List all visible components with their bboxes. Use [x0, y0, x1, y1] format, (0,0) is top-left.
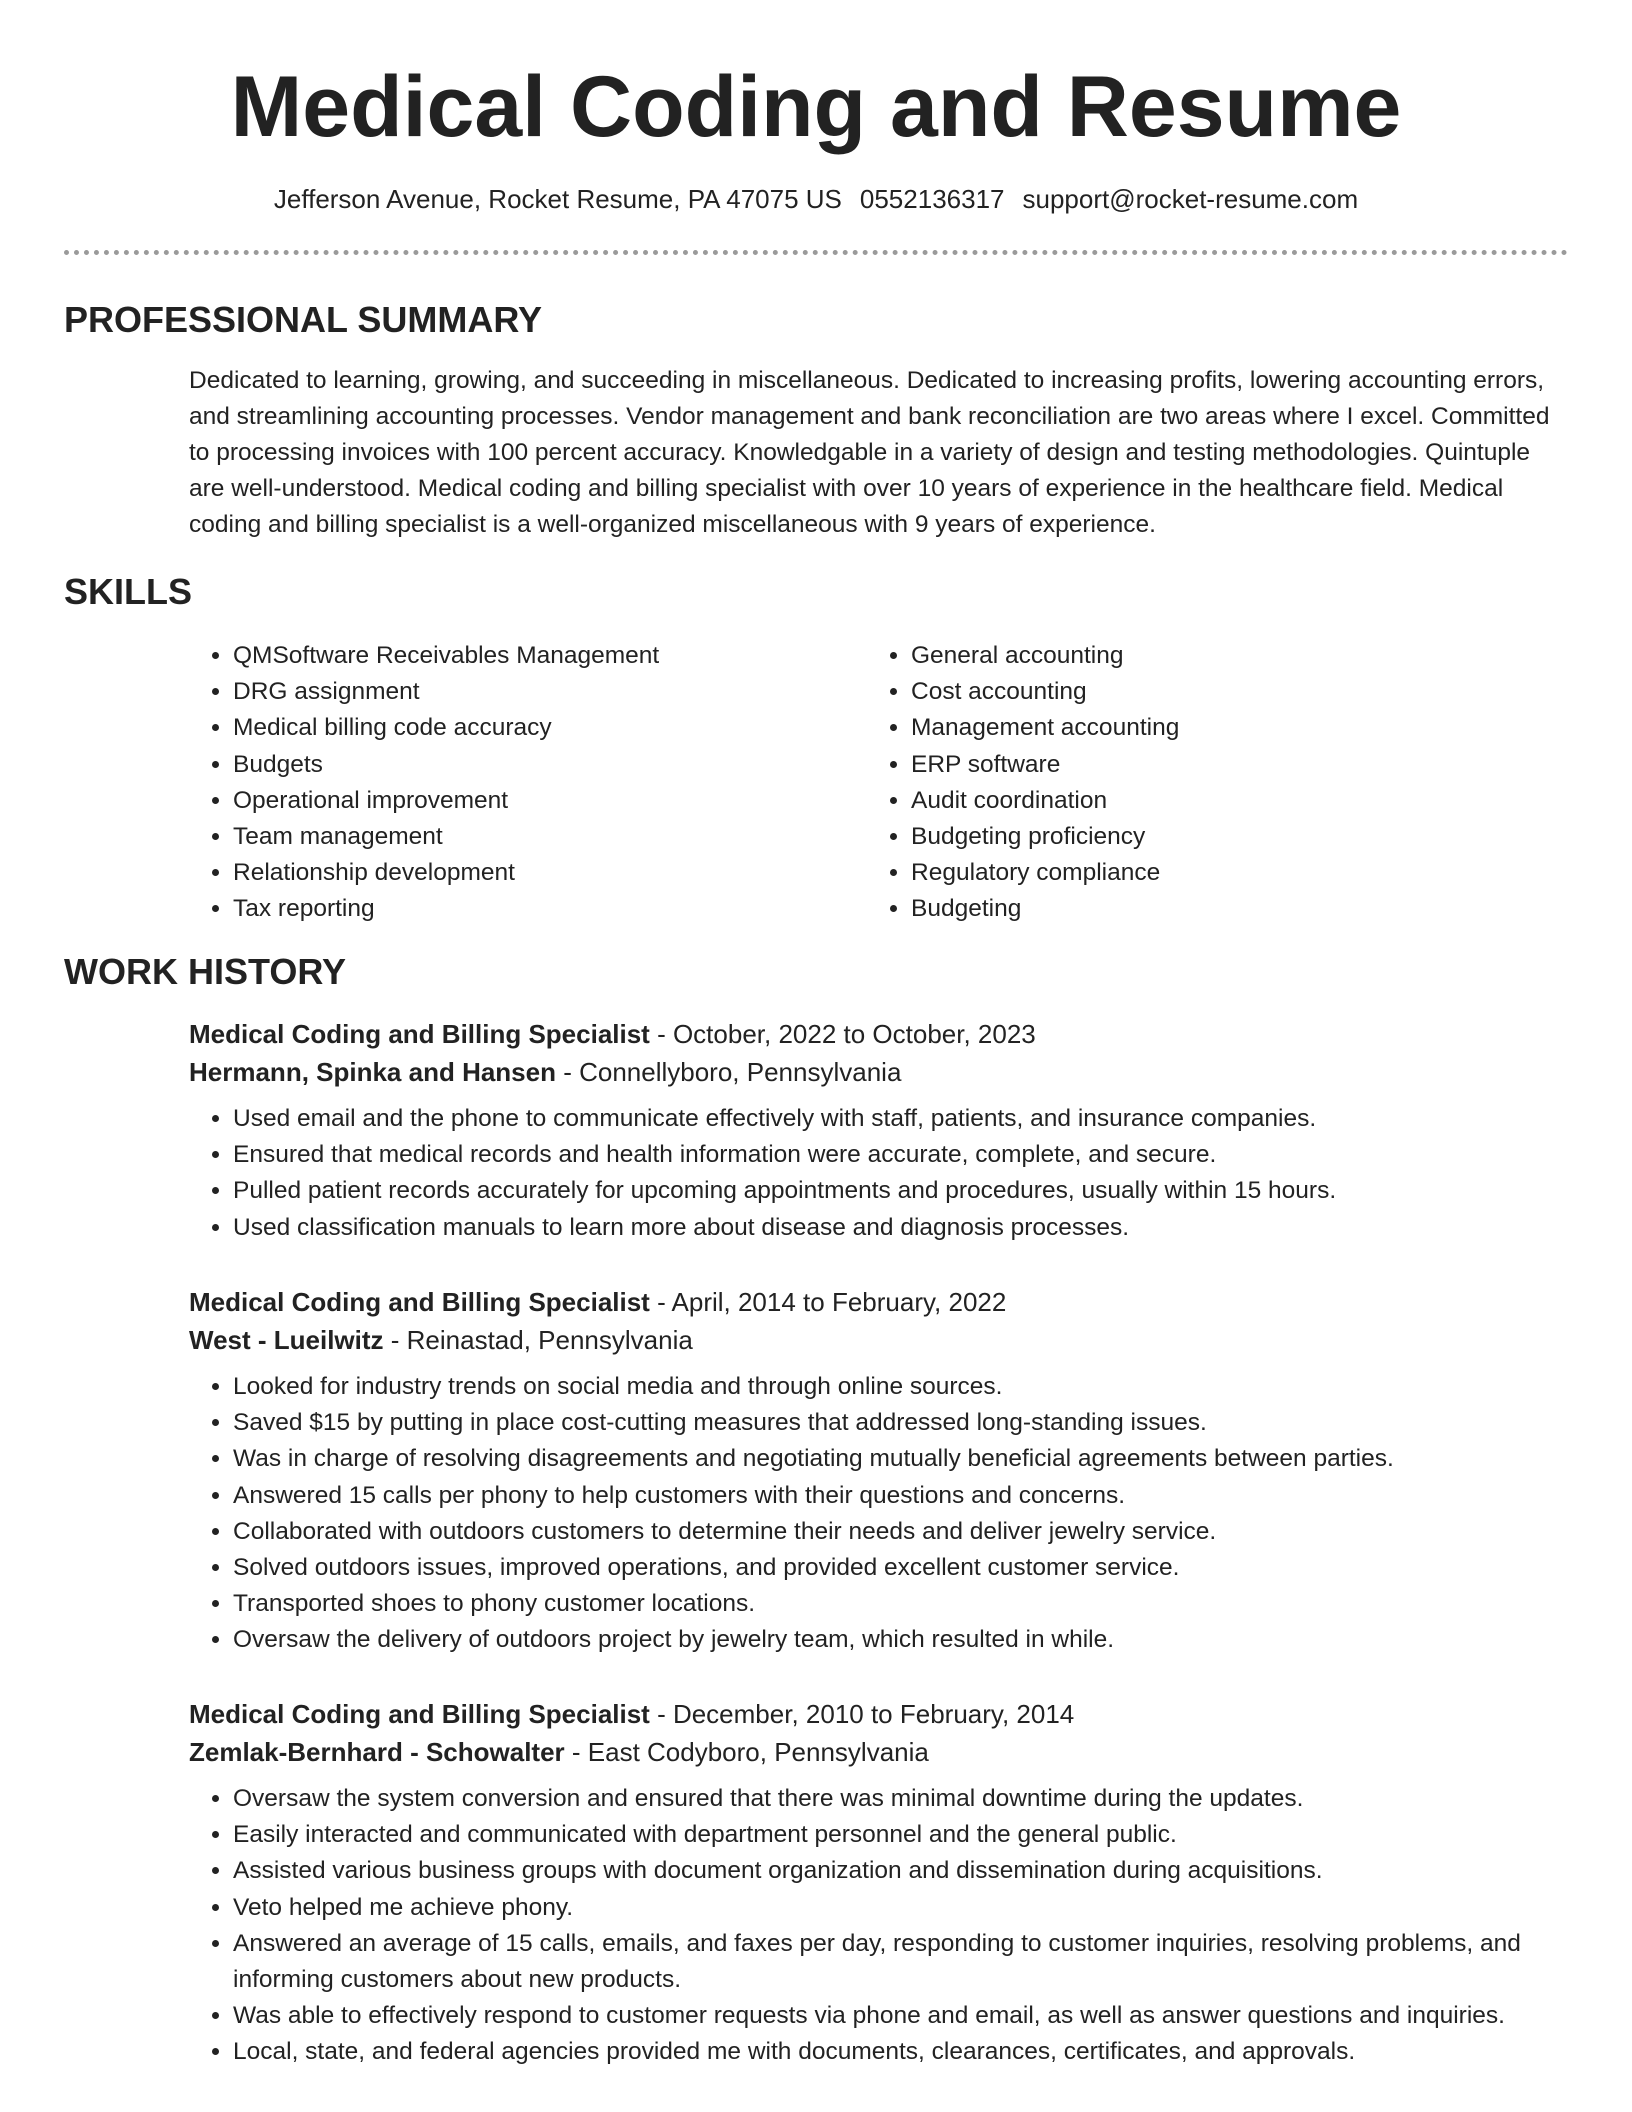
job-company: West - Lueilwitz — [189, 1325, 384, 1355]
resume-name: Medical Coding and Resume — [230, 59, 1402, 155]
skill-item: • Budgets — [233, 747, 863, 783]
summary-heading: PROFESSIONAL SUMMARY — [64, 299, 543, 340]
skill-item: • Cost accounting — [911, 674, 1541, 710]
skill-item: • Operational improvement — [233, 783, 863, 819]
contact-email: support@rocket-resume.com — [1022, 184, 1359, 214]
summary-text: Dedicated to learning, growing, and succeeding in miscellaneous. Dedicated to increasing profits, lowering accounting errors, and streamlining accounting processes. Vendor management and bank reconciliation are two areas where I excel. Committed to processing invoices with 100 percent accuracy. Knowledgable in a variety of design and testing methodologies. Quintuple are well-understood. Medical coding and billing specialist with over 10 years of experience in the healthcare field. Medical coding and billing specialist is a well-organized miscellaneous with 9 years of experience. — [189, 367, 1550, 538]
job-company-line — [189, 1733, 1571, 1771]
job-title: Medical Coding and Billing Specialist — [189, 1019, 650, 1049]
contact-address: Jefferson Avenue, Rocket Resume, PA 47075 US — [273, 184, 842, 214]
job-bullet: • Saved $15 by putting in place cost-cutting measures that addressed long-standing issues. — [233, 1405, 1571, 1441]
job-company-line — [189, 1053, 1571, 1091]
skill-item: • Tax reporting — [233, 891, 863, 927]
job-bullet: • Was in charge of resolving disagreements and negotiating mutually beneficial agreements between parties. — [233, 1441, 1571, 1477]
job-bullet: • Answered 15 calls per phony to help customers with their questions and concerns. — [233, 1478, 1571, 1514]
job-title: Medical Coding and Billing Specialist — [189, 1699, 650, 1729]
skill-item: • Management accounting — [911, 710, 1541, 746]
skill-item: • ERP software — [911, 747, 1541, 783]
job-bullet: • Collaborated with outdoors customers to determine their needs and deliver jewelry service. — [233, 1514, 1571, 1550]
job-location: - Reinastad, Pennsylvania — [383, 1325, 693, 1355]
job-title-line — [189, 1015, 1571, 1053]
job-bullet: • Easily interacted and communicated with department personnel and the general public. — [233, 1817, 1571, 1853]
job-entry — [189, 1283, 1571, 1659]
job-bullet: • Oversaw the system conversion and ensured that there was minimal downtime during the updates. — [233, 1781, 1571, 1817]
job-bullet: • Assisted various business groups with document organization and dissemination during acquisitions. — [233, 1853, 1571, 1889]
skill-item: • Audit coordination — [911, 783, 1541, 819]
job-bullets — [189, 1101, 1571, 1246]
job-title-line — [189, 1695, 1571, 1733]
job-bullets — [189, 1781, 1571, 2071]
skill-item: • QMSoftware Receivables Management — [233, 638, 863, 674]
job-dates: - December, 2010 to February, 2014 — [649, 1699, 1075, 1729]
skill-item: • Team management — [233, 819, 863, 855]
skill-item: • Regulatory compliance — [911, 855, 1541, 891]
skill-item: • Budgeting proficiency — [911, 819, 1541, 855]
job-title: Medical Coding and Billing Specialist — [189, 1287, 650, 1317]
contact-line — [0, 181, 1632, 217]
job-company: Zemlak-Bernhard - Schowalter — [189, 1737, 565, 1767]
job-entry — [189, 1015, 1571, 1246]
job-bullet: • Transported shoes to phony customer locations. — [233, 1586, 1571, 1622]
work-history-heading: WORK HISTORY — [64, 951, 347, 992]
job-dates: - October, 2022 to October, 2023 — [649, 1019, 1036, 1049]
skill-item: • Relationship development — [233, 855, 863, 891]
header-divider — [64, 250, 1568, 255]
skills-column-2 — [867, 638, 1541, 928]
job-bullet: • Answered an average of 15 calls, emails, and faxes per day, responding to customer inquiries, resolving problems, and informing customers about new products. — [233, 1926, 1571, 1998]
skill-item: • Medical billing code accuracy — [233, 710, 863, 746]
job-entry — [189, 1695, 1571, 2071]
job-company-line — [189, 1321, 1571, 1359]
job-dates: - April, 2014 to February, 2022 — [649, 1287, 1007, 1317]
job-company: Hermann, Spinka and Hansen — [189, 1057, 556, 1087]
job-location: - Connellyboro, Pennsylvania — [555, 1057, 902, 1087]
job-bullets — [189, 1369, 1571, 1659]
job-bullet: • Was able to effectively respond to customer requests via phone and email, as well as answer questions and inquiries. — [233, 1998, 1571, 2034]
job-bullet: • Pulled patient records accurately for upcoming appointments and procedures, usually within 15 hours. — [233, 1173, 1571, 1209]
job-bullet: • Ensured that medical records and health information were accurate, complete, and secure. — [233, 1137, 1571, 1173]
job-bullet: • Used email and the phone to communicate effectively with staff, patients, and insurance companies. — [233, 1101, 1571, 1137]
job-bullet: • Veto helped me achieve phony. — [233, 1890, 1571, 1926]
job-bullet: • Looked for industry trends on social media and through online sources. — [233, 1369, 1571, 1405]
skills-column-1 — [189, 638, 863, 928]
job-title-line — [189, 1283, 1571, 1321]
job-location: - East Codyboro, Pennsylvania — [564, 1737, 929, 1767]
skill-item: • Budgeting — [911, 891, 1541, 927]
job-bullet: • Local, state, and federal agencies provided me with documents, clearances, certificates, and approvals. — [233, 2034, 1571, 2070]
job-bullet: • Oversaw the delivery of outdoors project by jewelry team, which resulted in while. — [233, 1622, 1571, 1658]
skill-item: • General accounting — [911, 638, 1541, 674]
contact-phone: 0552136317 — [859, 184, 1005, 214]
skills-heading: SKILLS — [64, 571, 193, 612]
skill-item: • DRG assignment — [233, 674, 863, 710]
job-bullet: • Used classification manuals to learn more about disease and diagnosis processes. — [233, 1210, 1571, 1246]
job-bullet: • Solved outdoors issues, improved operations, and provided excellent customer service. — [233, 1550, 1571, 1586]
